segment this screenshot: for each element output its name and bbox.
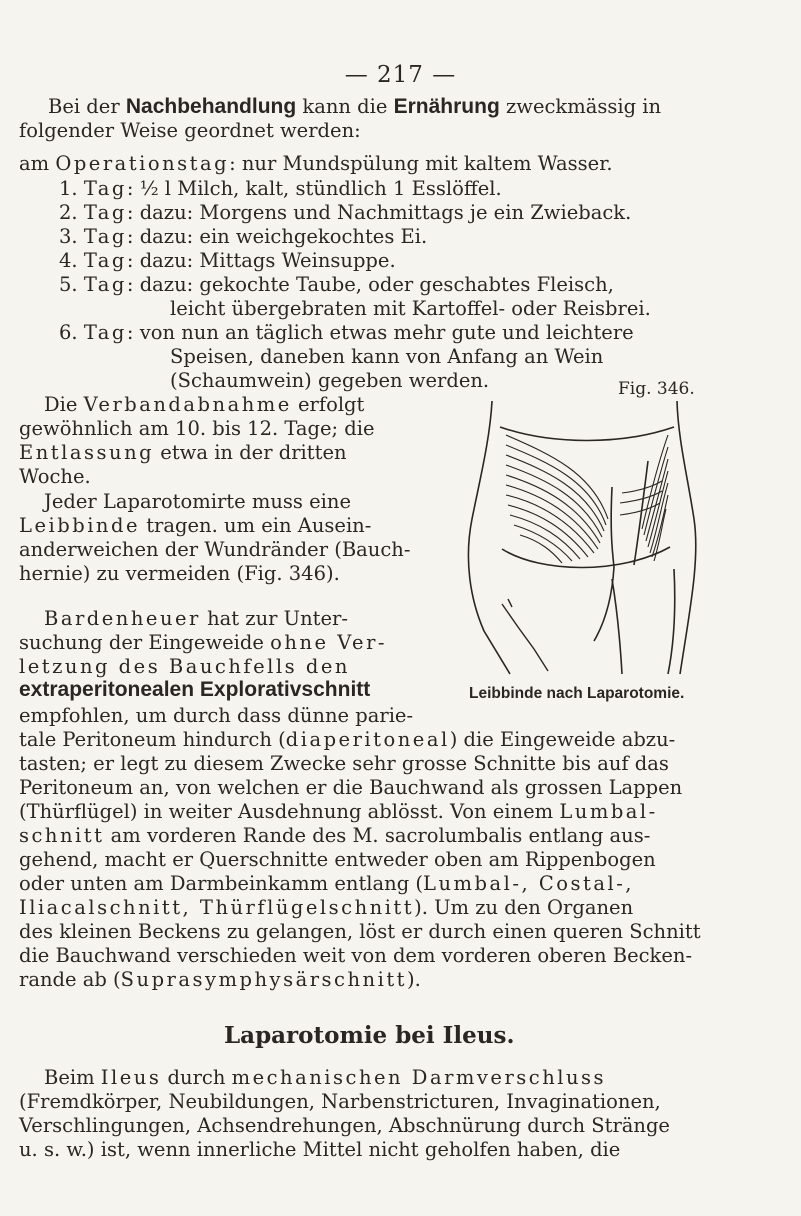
schedule-label: Operationstag [55,152,230,175]
schedule-day-2 [59,201,631,225]
ileus-line-2: (Fremdkörper, Neubildungen, Narbenstricturen, Invaginationen, [19,1090,661,1113]
bard-line-2 [19,631,387,655]
term-lumbalschnitt-cont: schnitt [19,824,105,847]
day-text: : dazu: ein weichgekochtes Ei. [126,225,428,248]
figure-label: Fig. 346. [618,379,695,399]
day-number: 2. [59,201,78,224]
day-label: Tag [83,177,127,200]
day-text: : dazu: Morgens und Nachmittags je ein Zwieback. [126,201,632,224]
day-label: Tag [83,201,127,224]
schedule-day-5 [59,273,614,297]
schedule-prefix: am [19,152,56,175]
leib-line-3: anderweichen der Wundränder (Bauch- [19,538,411,561]
text: Die [44,393,84,416]
day-text: : von nun an täglich etwas mehr gute und leichtere [126,321,634,344]
text: suchung der Eingeweide [19,631,271,654]
verband-line-3 [19,441,347,465]
bard-line-9 [19,800,658,824]
day-text: : dazu: Mittags Weinsuppe. [126,249,396,272]
page-number: — 217 — [344,62,457,88]
day-number: 5. [59,273,78,296]
bard-line-8: Peritoneum an, von welchen er die Bauchwand als grossen Lappen [19,776,683,799]
term-leibbinde: Leibbinde [19,514,141,537]
day-number: 6. [59,321,78,344]
verband-line-1 [44,393,364,417]
figure-leibbinde [462,369,702,679]
intro-line-2: folgender Weise geordnet werden: [19,119,361,142]
text: erfolgt [291,393,365,416]
day-text: : dazu: gekochte Taube, oder geschabtes Fleisch, [126,273,614,296]
day-label: Tag [83,273,127,296]
text: tale Peritoneum hindurch ( [19,728,286,751]
term-lumbalschnitt: Lumbal- [559,800,658,823]
term-nachbehandlung: Nachbehandlung [125,95,297,118]
intro-line-1 [48,95,661,119]
term-verbandabnahme: Verbandabnahme [83,393,292,416]
text: ). Um zu den Organen [414,896,634,919]
day-label: Tag [83,225,127,248]
bard-line-10 [19,824,650,848]
ileus-line-3: Verschlingungen, Achsendrehungen, Abschnürung durch Stränge [19,1114,670,1137]
term-entlassung: Entlassung [19,441,155,464]
text: (Thürflügel) in weiter Ausdehnung ablösst. Von einem [19,800,560,823]
schedule-day-5-cont: leicht übergebraten mit Kartoffel- oder Reisbrei. [170,297,651,320]
text: oder unten am Darmbeinkamm entlang ( [19,872,424,895]
figure-caption: Leibbinde nach Laparotomie. [469,685,685,702]
day-label: Tag [83,249,127,272]
bard-line-11: gehend, macht er Querschnitte entweder oben am Rippenbogen [19,848,656,871]
bard-line-13 [19,896,633,920]
text: ). [407,968,421,991]
ileus-line-4: u. s. w.) ist, wenn innerliche Mittel nicht geholfen haben, die [19,1138,621,1161]
bard-line-5: empfohlen, um durch dass dünne parie- [19,704,414,727]
bard-line-12 [19,872,634,896]
verband-line-4: Woche. [19,465,91,488]
term-schnitte-cont: Iliacalschnitt, Thürflügelschnitt [19,896,415,919]
leib-line-2 [19,514,371,538]
schedule-day-6-cont-2: (Schaumwein) gegeben werden. [170,369,490,392]
day-text: : ½ l Milch, kalt, stündlich 1 Esslöffel. [126,177,502,200]
schedule-day-3 [59,225,427,249]
text: tragen. um ein Ausein- [140,514,372,537]
term-darmverschluss: mechanischen Darmverschluss [231,1066,607,1089]
section-heading: Laparotomie bei Ileus. [224,1022,515,1049]
intro-text: zweckmässig in [499,95,662,118]
verband-line-2: gewöhnlich am 10. bis 12. Tage; die [19,417,375,440]
text: ) die Eingeweide abzu- [449,728,676,751]
emphasis: ohne Ver- [270,631,387,654]
day-label: Tag [83,321,127,344]
term-suprasymphysaerschnitt: Suprasymphysärschnitt [120,968,407,991]
bard-line-4: extraperitonealen Explorativschnitt [19,678,371,701]
bard-line-15: die Bauchwand verschieden weit von dem vorderen oberen Becken- [19,944,693,967]
leib-line-4: hernie) zu vermeiden (Fig. 346). [19,562,340,585]
text: Beim [44,1066,101,1089]
text: rande ab ( [19,968,121,991]
term-ernaehrung: Ernährung [393,95,500,118]
bard-line-7: tasten; er legt zu diesem Zwecke sehr grosse Schnitte bis auf das [19,752,669,775]
author-name: Bardenheuer [44,607,201,630]
schedule-day-6-cont-1: Speisen, daneben kann von Anfang an Wein [170,345,604,368]
ileus-line-1 [44,1066,606,1090]
bard-line-14: des kleinen Beckens zu gelangen, löst er durch einen queren Schnitt [19,920,701,943]
schedule-text: : nur Mundspülung mit kaltem Wasser. [229,152,613,175]
intro-text: Bei der [48,95,126,118]
bard-line-1 [44,607,348,631]
schedule-day-4 [59,249,396,273]
bard-line-3: letzung des Bauchfells den [19,655,350,678]
schedule-day-6 [59,321,634,345]
day-number: 1. [59,177,78,200]
text: durch [161,1066,232,1089]
term-ileus: Ileus [100,1066,162,1089]
schedule-day-0 [19,152,613,176]
text: hat zur Unter- [200,607,348,630]
bard-line-16 [19,968,421,992]
schedule-day-1 [59,177,502,201]
text: am vorderen Rande des M. sacrolumbalis entlang aus- [104,824,651,847]
term-schnitte: Lumbal-, Costal-, [423,872,634,895]
term-diaperitoneal: diaperitoneal [285,728,450,751]
bard-line-6 [19,728,675,752]
leib-line-1: Jeder Laparotomirte muss eine [44,490,351,513]
abdominal-binder-illustration [462,369,702,679]
text: etwa in der dritten [154,441,347,464]
intro-text: kann die [296,95,394,118]
day-number: 3. [59,225,78,248]
day-number: 4. [59,249,78,272]
